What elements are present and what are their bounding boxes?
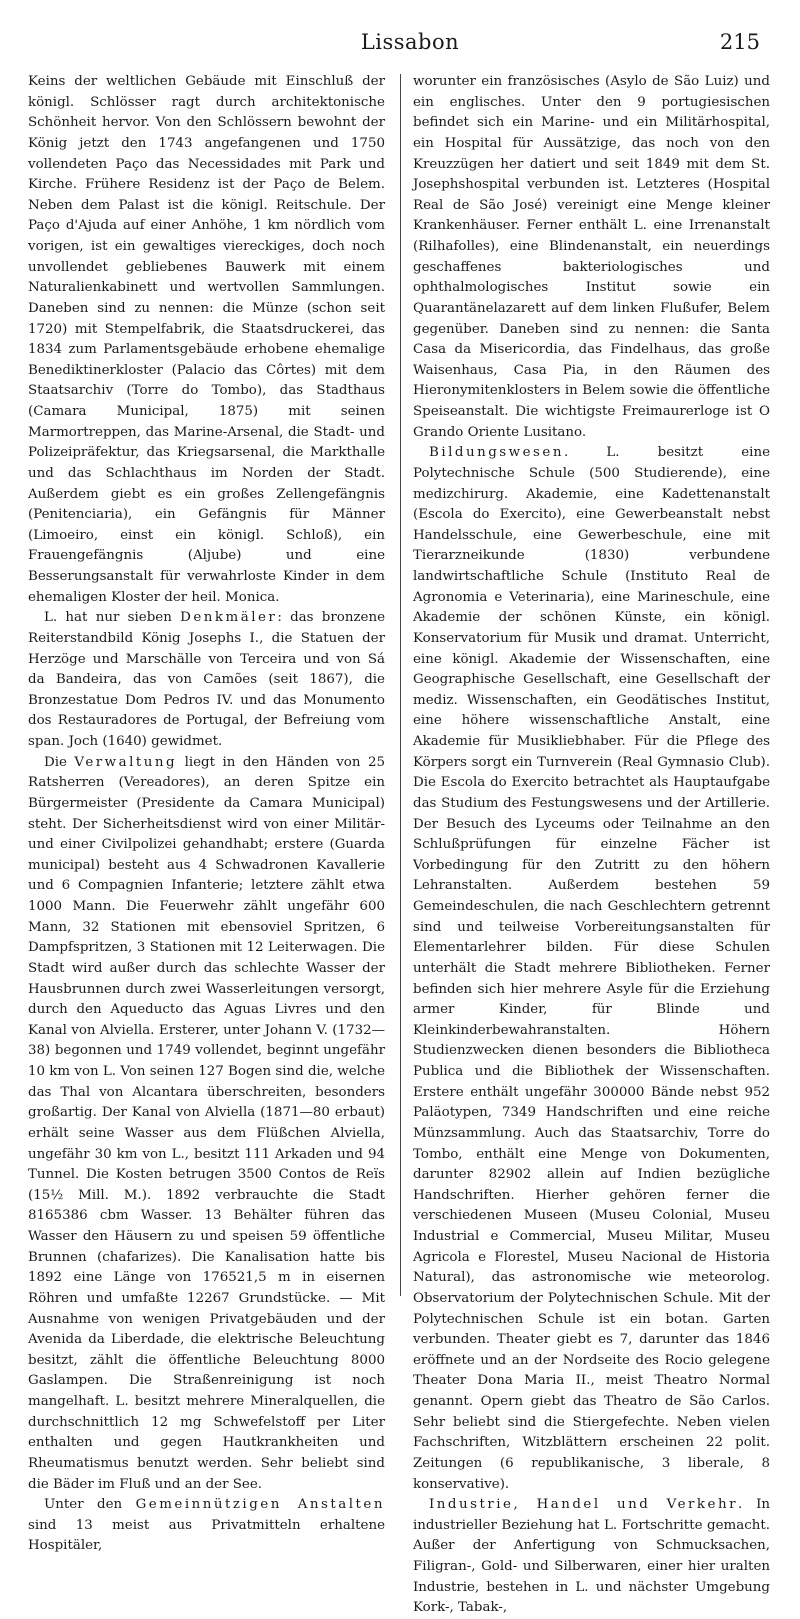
paragraph-hospitals: worunter ein französisches (Asylo de São Luiz) und ein englisches. Unter den 9 portugiesischen befindet sich ein Marine- und ein Militärhospital, ein Hospital für Aussätzige, das noch von den Kreuzzügen her datiert und seit 1849 mit dem St. Josephshospital verbunden ist. Letzteres (Hospital Real de São José) vereinigt eine Menge kleiner Krankenhäuser. Ferner enthält L. eine Irrenanstalt (Rilhafolles), eine Blindenanstalt, ein neuerdings geschaffenes bakteriologisches und ophthalmologisches Institut sowie ein Quarantänelazarett auf dem linken Flußufer, Belem gegenüber. Daneben sind zu nennen: die Santa Casa da Misericordia, das Findelhaus, das große Waisenhaus, Casa Pia, in den Räumen des Hieronymitenklosters in Belem sowie die öffentliche Speiseanstalt. Die wichtigste Freimaurerloge ist O Grando Oriente Lusitano. — [413, 74, 770, 440]
administration-lead: Die — [44, 754, 67, 770]
monuments-lead: L. hat nur sieben — [44, 610, 172, 626]
industry-text: . In industrieller Beziehung hat L. Fortschritte gemacht. Außer der Anfertigung von Schmucksachen, Filigran-, Gold- und Silberwaren, einer hier uralten Industrie, bestehen in L. und nächster Umgebung Kork-, Tabak-, — [413, 1497, 770, 1616]
paragraph-institutions — [28, 1495, 385, 1557]
paragraph-buildings: Keins der weltlichen Gebäude mit Einschluß der königl. Schlösser ragt durch architektonische Schönheit hervor. Von den Schlössern bewohnt der König jetzt den 1743 angefangenen und 1750 vollendeten Paço das Necessidades mit Park und Kirche. Frühere Residenz ist der Paço de Belem. Neben dem Palast ist die königl. Reitschule. Der Paço d'Ajuda auf einer Anhöhe, 1 km nördlich vom vorigen, ist ein gewaltiges viereckiges, doch noch unvollendet gebliebenes Bauwerk mit einem Naturalienkabinett und wertvollen Sammlungen. Daneben sind zu nennen: die Münze (schon seit 1720) mit Stempelfabrik, die Staatsdruckerei, das 1834 zum Parlamentsgebäude erhobene ehemalige Benediktinerkloster (Palacio das Côrtes) mit dem Staatsarchiv (Torre do Tombo), das Stadthaus (Camara Municipal, 1875) mit seinen Marmortreppen, das Marine-Arsenal, die Stadt- und Polizeipräfektur, das Kriegsarsenal, die Markthalle und das Schlachthaus im Norden der Stadt. Außerdem giebt es ein großes Zellengefängnis (Penitenciaria), ein Gefängnis für Männer (Limoeiro, einst ein königl. Schloß), ein Frauengefängnis (Aljube) und eine Besserungsanstalt für verwahrloste Kinder in dem ehemaligen Kloster der heil. Monica. — [28, 74, 385, 605]
running-title: Lissabon — [360, 30, 460, 54]
section-term-institutions: Gemeinnützigen Anstalten — [135, 1497, 385, 1513]
section-term-monuments: Denkmäler — [180, 610, 278, 626]
paragraph-monuments — [28, 608, 385, 752]
section-term-industry: Industrie, Handel und Verkehr — [429, 1497, 738, 1513]
column-divider — [400, 74, 401, 1296]
institutions-text: sind 13 meist aus Privatmitteln erhaltene Hospitäler, — [28, 1517, 385, 1554]
administration-text: liegt in den Händen von 25 Ratsherren (Vereadores), an deren Spitze ein Bürgermeister (Presidente da Camara Municipal) steht. Der Sicherheitsdienst wird von einer Militär- und einer Civilpolizei gehandhabt; erstere (Guarda municipal) besteht aus 4 Schwadronen Kavallerie und 6 Compagnien Infanterie; letztere zählt etwa 1000 Mann. Die Feuerwehr zählt ungefähr 600 Mann, 32 Stationen mit ebensoviel Spritzen, 6 Dampfspritzen, 3 Stationen mit 12 Leiterwagen. Die Stadt wird außer durch das schlechte Wasser der Hausbrunnen durch zwei Wasserleitungen versorgt, durch den Aqueducto das Aguas Livres und den Kanal von Alviella. Ersterer, unter Johann V. (1732—38) begonnen und 1749 vollendet, beginnt ungefähr 10 km von L. Von seinen 127 Bogen sind die, welche das Thal von Alcantara überschreiten, besonders großartig. Der Kanal von Alviella (1871—80 erbaut) erhält seine Wasser aus dem Flüßchen Alviella, ungefähr 30 km von L., besitzt 111 Arkaden und 94 Tunnel. Die Kosten betrugen 3500 Contos de Reïs (15½ Mill. M.). 1892 verbrauchte die Stadt 8165386 cbm Wasser. 13 Behälter führen das Wasser den Häusern zu und speisen 59 öffentliche Brunnen (chafarizes). Die Kanalisation hatte bis 1892 eine Länge von 176521,5 m in eisernen Röhren und umfaßte 12267 Grundstücke. — Mit Ausnahme von wenigen Privatgebäuden und der Avenida da Liberdade, die elektrische Beleuchtung besitzt, zählt die öffentliche Beleuchtung 8000 Gaslampen. Die Straßenreinigung ist noch mangelhaft. L. besitzt mehrere Mineralquellen, die durchschnittlich 12 mg Schwefelstoff per Liter enthalten und gegen Hautkrankheiten und Rheumatismus benutzt werden. Sehr beliebt sind die Bäder im Fluß und an der See. — [28, 754, 385, 1492]
page-header — [60, 28, 760, 62]
institutions-lead: Unter den — [44, 1497, 123, 1513]
paragraph-administration — [28, 753, 385, 1496]
left-column — [28, 72, 385, 1557]
section-term-administration: Verwaltung — [74, 754, 178, 770]
section-term-education: Bildungswesen — [429, 445, 564, 461]
monuments-text: : das bronzene Reiterstandbild König Josephs I., die Statuen der Herzöge und Marschälle von Terceira und von Sá da Bandeira, das von Camões (seit 1867), die Bronzestatue Dom Pedros IV. und das Monumento dos Restauradores de Portugal, der Befreiung vom span. Joch (1640) gewidmet. — [28, 610, 385, 749]
page-number: 215 — [719, 30, 760, 54]
right-column — [413, 72, 770, 1619]
education-text: . L. besitzt eine Polytechnische Schule (500 Studierende), eine medizchirurg. Akademie, eine Kadettenanstalt (Escola do Exercito), eine Gewerbeanstalt nebst Handelsschule, eine Gewerbeschule, eine mit Tierarzneikunde (1830) verbundene landwirtschaftliche Schule (Instituto Real de Agronomia e Veterinaria), eine Marineschule, eine Akademie der schönen Künste, ein königl. Konservatorium für Musik und dramat. Unterricht, eine königl. Akademie der Wissenschaften, eine Geographische Gesellschaft, eine Gesellschaft der mediz. Wissenschaften, ein Geodätisches Institut, eine höhere wissenschaftliche Anstalt, eine Akademie für Musikliebhaber. Für die Pflege des Körpers sorgt ein Turnverein (Real Gymnasio Club). Die Escola do Exercito betrachtet als Hauptaufgabe das Studium des Festungswesens und der Artillerie. Der Besuch des Lyceums oder Teilnahme an den Schlußprüfungen für einzelne Fächer ist Vorbedingung für den Zutritt zu den höhern Lehranstalten. Außerdem bestehen 59 Gemeindeschulen, die nach Geschlechtern getrennt sind und teilweise Vorbereitungsanstalten für Elementarlehrer bilden. Für diese Schulen unterhält die Stadt mehrere Bibliotheken. Ferner befinden sich hier mehrere Asyle für die Erziehung armer Kinder, für Blinde und Kleinkinderbewahranstalten. Höhern Studienzwecken dienen besonders die Bibliotheca Publica und die Bibliothek der Wissenschaften. Erstere enthält ungefähr 300000 Bände nebst 952 Paläotypen, 7349 Handschriften und eine reiche Münzsammlung. Auch das Staatsarchiv, Torre do Tombo, enthält eine Menge von Dokumenten, darunter 82902 allein auf Indien bezügliche Handschriften. Hierher gehören ferner die verschiedenen Museen (Museu Colonial, Museu Industrial e Commercial, Museu Militar, Museu Agricola e Florestel, Museu Nacional de Historia Natural), das astronomische wie meteorolog. Observatorium der Polytechnischen Schule. Mit der Polytechnischen Schule ist ein botan. Garten verbunden. Theater giebt es 7, darunter das 1846 eröffnete und an der Nordseite des Rocio gelegene Theater Dona Maria II., meist Theatro Normal genannt. Opern giebt das Theatro de São Carlos. Sehr beliebt sind die Stiergefechte. Neben vielen Fachschriften, Witzblättern erscheinen 22 polit. Zeitungen (6 republikanische, 3 liberale, 8 konservative). — [413, 445, 770, 1492]
paragraph-industry — [413, 1495, 770, 1619]
paragraph-education — [413, 443, 770, 1495]
